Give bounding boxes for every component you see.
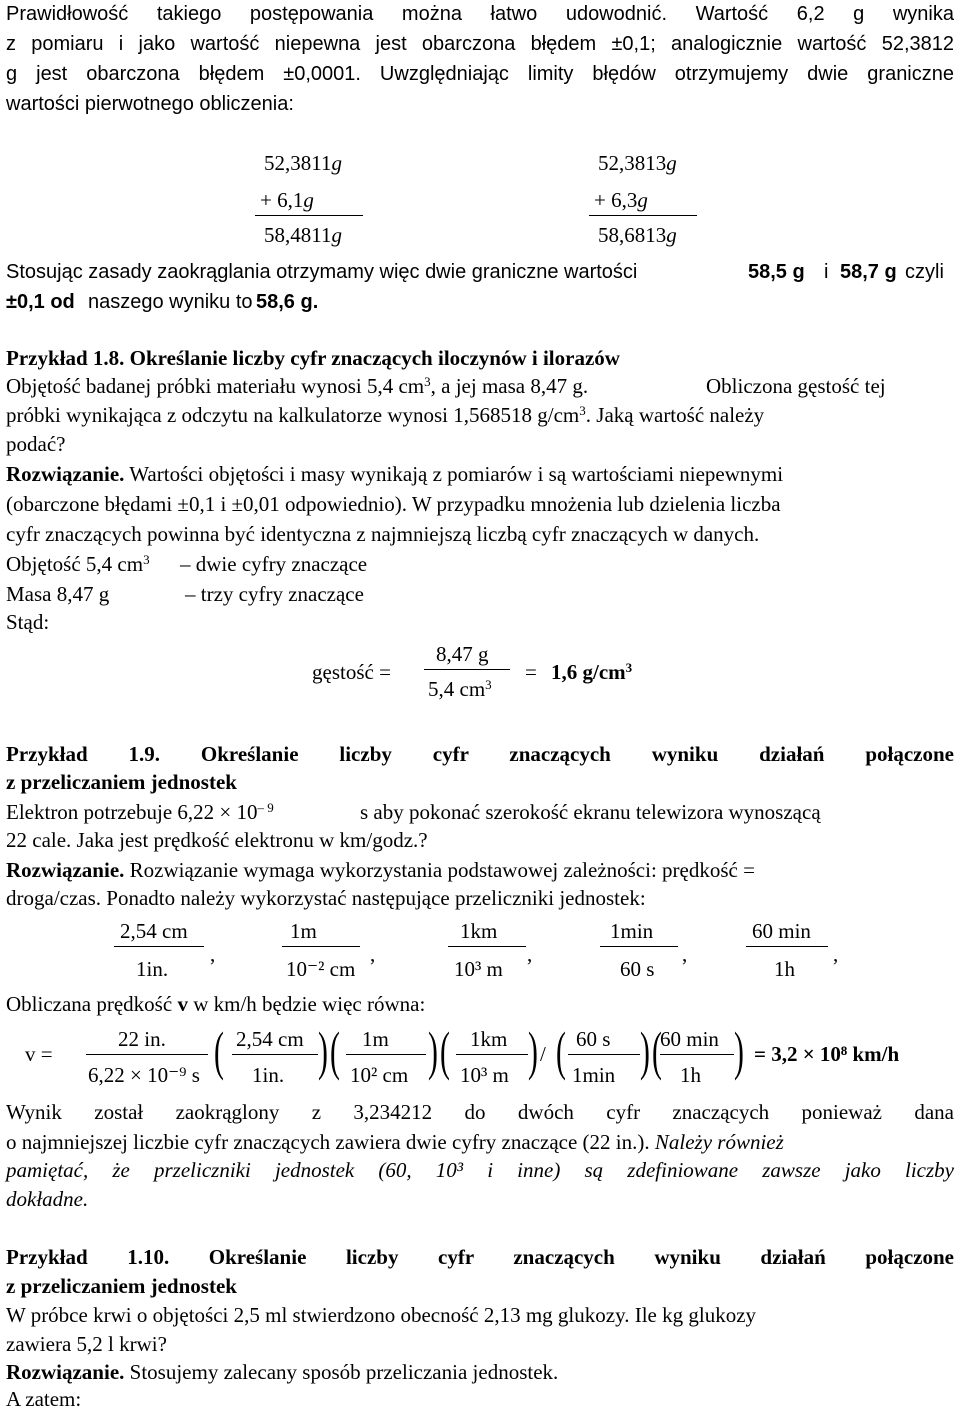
conv-4-den: 1h bbox=[774, 957, 795, 981]
conv-4-bar bbox=[746, 946, 828, 947]
example-1-10-title: Przykład 1.10. Określanie liczby cyfr znaczących wyniku działań połączone bbox=[6, 1245, 954, 1269]
rounding-final: 58,6 g. bbox=[256, 291, 319, 313]
density-denominator: 5,4 $cm^3$ bbox=[428, 677, 492, 701]
intro-line-1: Prawidłowość takiego postępowania można łatwo udowodnić. Wartość 6,2 g wynika bbox=[6, 3, 954, 25]
conv-3-num: 1min bbox=[610, 919, 654, 943]
sum-right-b: + 6,3 bbox=[594, 188, 638, 212]
example-1-9-w1: Wynik został zaokrąglony z 3,234212 do dwóch cyfr znaczących ponieważ dana bbox=[6, 1100, 954, 1124]
example-1-10-s2: A zatem: bbox=[6, 1387, 82, 1411]
conv-4-num: 60 min bbox=[752, 919, 811, 943]
example-1-8-solution: Rozwiązanie. Wartości objętości i masy wynikają z pomiarów i są wartościami niepewnymi bbox=[6, 462, 784, 486]
example-1-9-w4: dokładne. bbox=[6, 1187, 89, 1211]
sum-left-unit-b: g bbox=[303, 188, 314, 212]
example-1-10-p2: zawiera 5,2 l krwi? bbox=[6, 1332, 167, 1356]
conv-0-num: 2,54 cm bbox=[120, 919, 188, 943]
example-1-9-p1: Elektron potrzebuje $6,22 \times 10^{- 9}$ bbox=[6, 800, 274, 824]
example-1-10-solution: Rozwiązanie. Stosujemy zalecany sposób przeliczania jednostek. bbox=[6, 1360, 559, 1384]
conv-1-den: 10⁻² cm bbox=[286, 957, 356, 981]
density-result: 1,6 $g/cm^3$ bbox=[551, 660, 633, 684]
density-eq: = bbox=[525, 660, 537, 684]
eq-f3-bar bbox=[456, 1054, 528, 1055]
conv-2-bar bbox=[448, 946, 526, 947]
sum-left-result: 58,4811 bbox=[264, 223, 332, 247]
mass-line: Masa 8,47 g bbox=[6, 582, 110, 606]
intro-line-3: g jest obarczona błędem ±0,0001. Uwzględniając limity błędów otrzymujemy dwie graniczne bbox=[6, 63, 954, 85]
example-1-9-p2: 22 cale. Jaka jest prędkość elektronu w km/godz.? bbox=[6, 828, 428, 852]
eq-f0-num: 22 in. bbox=[118, 1027, 166, 1051]
eq-f1-bar bbox=[232, 1054, 318, 1055]
eq-slash: / bbox=[540, 1042, 546, 1066]
density-label: gęstość = bbox=[312, 660, 391, 684]
rounding-rest: naszego wyniku to bbox=[88, 291, 253, 313]
sum-left-rule bbox=[255, 215, 363, 216]
eq-f2-bar bbox=[346, 1054, 426, 1055]
sum-left-unit-a: g bbox=[331, 151, 342, 175]
velocity-label: v = bbox=[25, 1042, 53, 1066]
example-1-8-s2: (obarczone błędami ±0,1 i ±0,01 odpowiednio). W przypadku mnożenia lub dzielenia liczba bbox=[6, 492, 781, 516]
eq-f3-num: 1km bbox=[470, 1027, 508, 1051]
eq-f0-den: 6,22 × 10⁻⁹ s bbox=[88, 1063, 200, 1087]
conv-3-bar bbox=[600, 946, 678, 947]
eq-f5-bar bbox=[660, 1054, 734, 1055]
sum-right-unit-a: g bbox=[666, 151, 677, 175]
example-1-8-title: Przykład 1.8. Określanie liczby cyfr znaczących iloczynów i ilorazów bbox=[6, 346, 620, 370]
volume-note: – dwie cyfry znaczące bbox=[180, 552, 368, 576]
sum-right-unit-b: g bbox=[637, 188, 648, 212]
rounding-czyli: czyli bbox=[905, 261, 944, 283]
example-1-9-w3: pamiętać, że przeliczniki jednostek (60, 10³ i inne) są zdefiniowane zawsze jako liczby bbox=[6, 1158, 954, 1182]
conv-2-num: 1km bbox=[460, 919, 498, 943]
example-1-8-s3: cyfr znaczących powinna być identyczna z najmniejszą liczbą cyfr znaczących w danych. bbox=[6, 522, 760, 546]
sum-right-result: 58,6813 bbox=[598, 223, 667, 247]
rounding-text: Stosując zasady zaokrąglania otrzymamy więc dwie graniczne wartości bbox=[6, 261, 638, 283]
eq-f5-den: 1h bbox=[680, 1063, 701, 1087]
density-fraction-bar bbox=[424, 669, 510, 670]
sum-right-unit-r: g bbox=[666, 223, 677, 247]
eq-f5-num: 60 min bbox=[660, 1027, 719, 1051]
eq-f3-den: 10³ m bbox=[460, 1063, 509, 1087]
example-1-10-title-2: z przeliczaniem jednostek bbox=[6, 1274, 237, 1298]
conv-1-num: 1m bbox=[290, 919, 317, 943]
example-1-9-title: Przykład 1.9. Określanie liczby cyfr znaczących wyniku działań połączone bbox=[6, 742, 954, 766]
eq-f4-bar bbox=[568, 1054, 640, 1055]
rounding-and: i bbox=[824, 261, 829, 283]
eq-f2-den: 10² cm bbox=[350, 1063, 409, 1087]
speed-intro: Obliczana prędkość v w km/h będzie więc równa: bbox=[6, 992, 426, 1016]
example-1-9-s2: droga/czas. Ponadto należy wykorzystać następujące przeliczniki jednostek: bbox=[6, 886, 646, 910]
example-1-9-title-2: z przeliczaniem jednostek bbox=[6, 770, 237, 794]
example-1-9-p1b: s aby pokonać szerokość ekranu telewizora wynoszącą bbox=[360, 800, 821, 824]
density-numerator: 8,47 g bbox=[436, 642, 489, 666]
conv-0-bar bbox=[114, 946, 204, 947]
eq-f1-num: 2,54 cm bbox=[236, 1027, 304, 1051]
rounding-pm: ±0,1 od bbox=[6, 291, 75, 313]
eq-f4-den: 1min bbox=[572, 1063, 616, 1087]
example-1-9-w2: o najmniejszej liczbie cyfr znaczących zawiera dwie cyfry znaczące (22 in.). Należy również bbox=[6, 1130, 784, 1154]
conv-1-bar bbox=[282, 946, 360, 947]
example-1-9-solution: Rozwiązanie. Rozwiązanie wymaga wykorzystania podstawowej zależności: prędkość = bbox=[6, 858, 755, 882]
stad-label: Stąd: bbox=[6, 610, 50, 634]
sum-right-rule bbox=[589, 215, 697, 216]
velocity-result: = 3,2 × 10⁸ km/h bbox=[754, 1042, 900, 1066]
example-1-8-p3: podać? bbox=[6, 432, 66, 456]
rounding-value-1: 58,5 g bbox=[748, 261, 805, 283]
eq-f2-num: 1m bbox=[362, 1027, 389, 1051]
example-1-8-p1: Objętość badanej próbki materiału wynosi 5,4 $cm^3$, a jej masa 8,47 g. bbox=[6, 374, 589, 398]
example-1-8-p1c: Obliczona gęstość tej bbox=[706, 374, 886, 398]
eq-f0-bar bbox=[86, 1054, 208, 1055]
mass-note: – trzy cyfry znaczące bbox=[185, 582, 364, 606]
sum-right-a: 52,3813 bbox=[598, 151, 667, 175]
eq-f1-den: 1in. bbox=[252, 1063, 285, 1087]
volume-line: Objętość 5,4 $cm^3$ bbox=[6, 552, 150, 576]
rounding-value-2: 58,7 g bbox=[840, 261, 897, 283]
sum-left-a: 52,3811 bbox=[264, 151, 332, 175]
example-1-8-p2: próbki wynikająca z odczytu na kalkulatorze wynosi 1,568518 $g/cm^3$. Jaką wartość należy bbox=[6, 403, 765, 427]
eq-f4-num: 60 s bbox=[576, 1027, 611, 1051]
conv-2-den: 10³ m bbox=[454, 957, 503, 981]
intro-line-2: z pomiaru i jako wartość niepewna jest obarczona błędem ±0,1; analogicznie wartość 52,3812 bbox=[6, 33, 954, 55]
conv-0-den: 1in. bbox=[136, 957, 169, 981]
sum-left-unit-r: g bbox=[331, 223, 342, 247]
sum-left-b: + 6,1 bbox=[260, 188, 304, 212]
intro-line-4: wartości pierwotnego obliczenia: bbox=[6, 93, 294, 115]
example-1-10-p1: W próbce krwi o objętości 2,5 ml stwierdzono obecność 2,13 mg glukozy. Ile kg glukozy bbox=[6, 1303, 757, 1327]
conv-3-den: 60 s bbox=[620, 957, 655, 981]
